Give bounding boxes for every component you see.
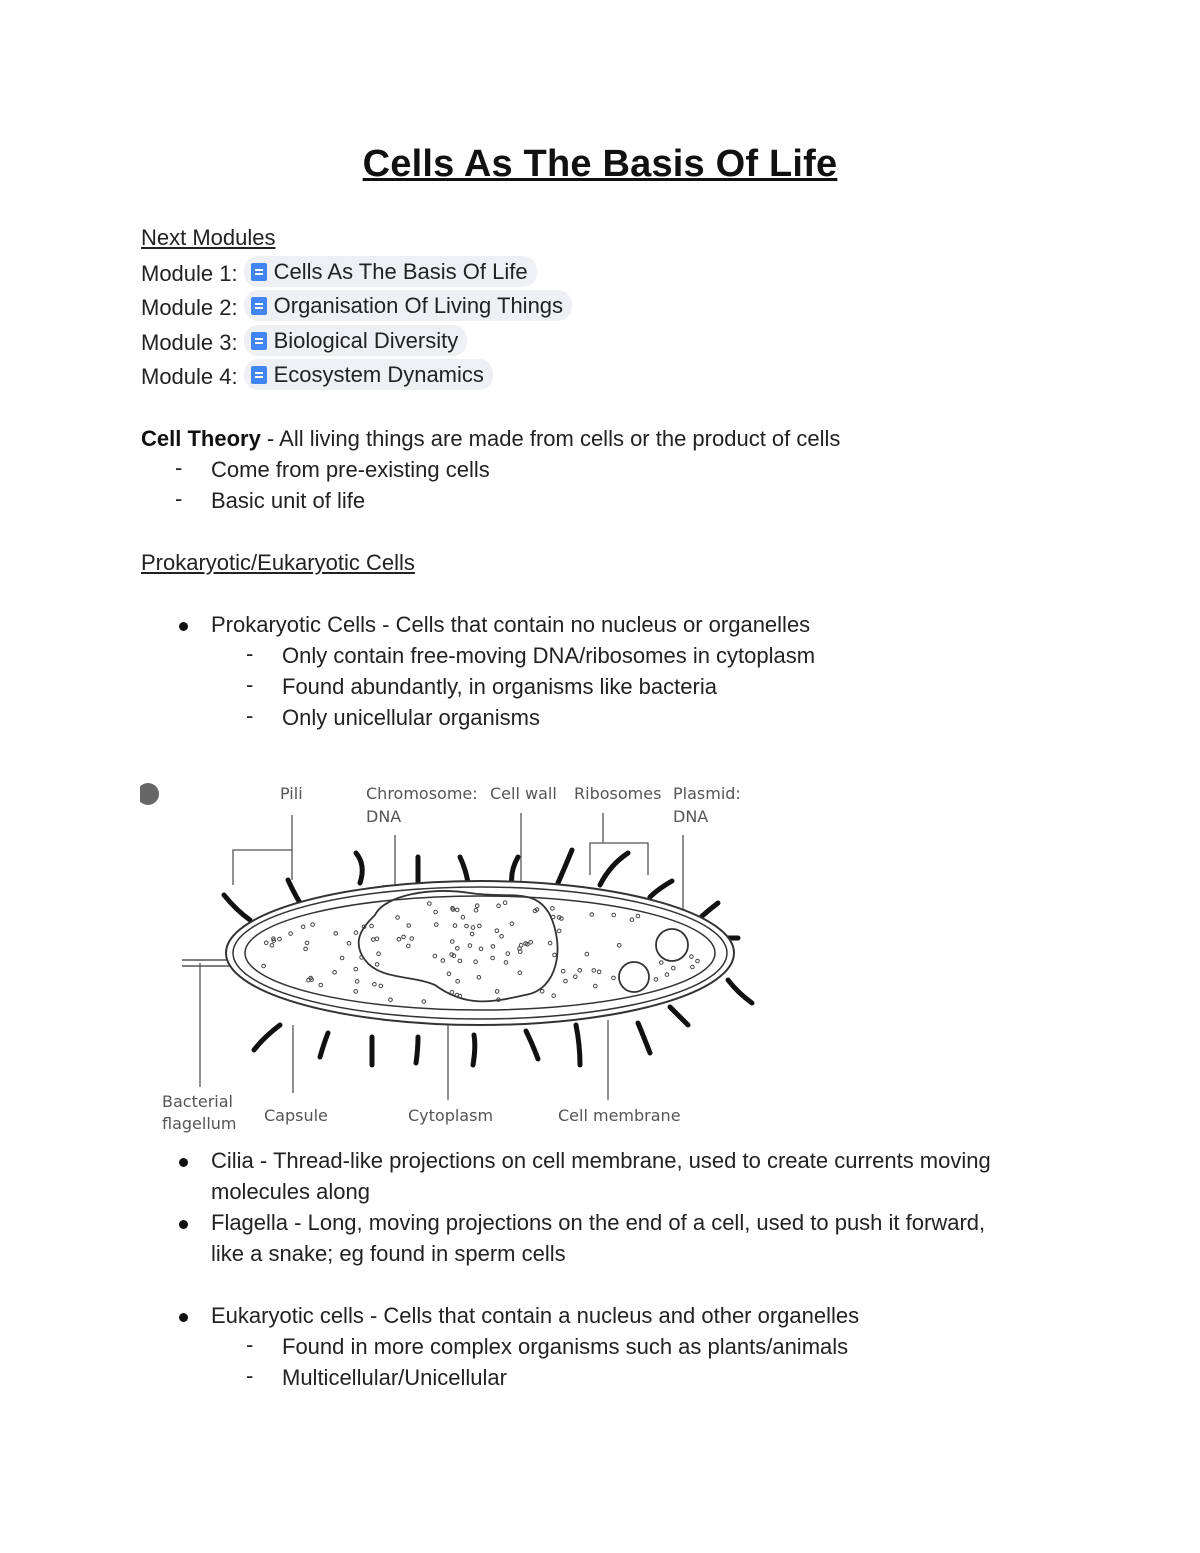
dash-marker: - [175, 455, 183, 480]
module-label: Module 2: [141, 294, 238, 320]
label-ribosomes: Ribosomes [574, 784, 662, 803]
next-modules-heading: Next Modules [141, 225, 276, 250]
prokaryotic-text: Prokaryotic Cells - Cells that contain no nucleus or organelles [211, 612, 811, 637]
module-link-text: Ecosystem Dynamics [273, 361, 484, 387]
module-label: Module 1: [141, 260, 238, 286]
label-pili: Pili [280, 784, 303, 803]
label-chromosome-dna: DNA [366, 807, 402, 826]
bacterial-cell-diagram [140, 775, 770, 1140]
label-capsule: Capsule [264, 1106, 328, 1125]
bullet-marker [179, 1313, 188, 1322]
label-chromosome: Chromosome: [366, 784, 478, 803]
cell-theory-line [141, 424, 840, 454]
cell-theory-point: Come from pre-existing cells [211, 457, 490, 482]
prokaryotic-point: Only contain free-moving DNA/ribosomes in cytoplasm [282, 643, 816, 668]
page-title: Cells As The Basis Of Life [362, 143, 838, 185]
module-link-2[interactable] [244, 290, 572, 321]
eukaryotic-point: Multicellular/Unicellular [282, 1365, 507, 1390]
document-icon [251, 297, 267, 315]
cell-theory-term: Cell Theory [141, 426, 261, 451]
label-flagellum-2: flagellum [162, 1114, 237, 1133]
module-link-text: Biological Diversity [273, 327, 459, 353]
module-link-1[interactable] [244, 256, 537, 287]
cilia-text-1: Cilia - Thread-like projections on cell membrane, used to create currents moving [211, 1148, 991, 1173]
label-cell-wall: Cell wall [490, 784, 557, 803]
eukaryotic-point: Found in more complex organisms such as plants/animals [282, 1334, 849, 1359]
bullet-marker [179, 622, 188, 631]
label-plasmid: Plasmid: [673, 784, 741, 803]
cell-theory-definition: - All living things are made from cells or the product of cells [260, 426, 841, 451]
module-link-3[interactable] [244, 325, 468, 356]
dash-marker: - [246, 641, 254, 666]
eukaryotic-text: Eukaryotic cells - Cells that contain a nucleus and other organelles [211, 1303, 860, 1328]
module-link-4[interactable] [244, 359, 493, 390]
dash-marker: - [246, 672, 254, 697]
module-label: Module 3: [141, 329, 238, 355]
flagella-text-1: Flagella - Long, moving projections on the end of a cell, used to push it forward, [211, 1210, 986, 1235]
prokaryotic-point: Found abundantly, in organisms like bacteria [282, 674, 717, 699]
cilia-text-2: molecules along [211, 1179, 370, 1204]
document-icon [251, 366, 267, 384]
dash-marker: - [175, 486, 183, 511]
module-row-3 [141, 325, 467, 358]
document-icon [251, 263, 267, 281]
label-flagellum-1: Bacterial [162, 1092, 233, 1111]
module-label: Module 4: [141, 363, 238, 389]
module-row-1 [141, 256, 537, 289]
label-cell-membrane: Cell membrane [558, 1106, 681, 1125]
flagella-text-2: like a snake; eg found in sperm cells [211, 1241, 566, 1266]
bullet-marker [179, 1158, 188, 1167]
dash-marker: - [246, 1332, 254, 1357]
module-link-text: Cells As The Basis Of Life [273, 258, 528, 284]
pro-euk-heading: Prokaryotic/Eukaryotic Cells [141, 550, 415, 575]
module-link-text: Organisation Of Living Things [273, 292, 564, 318]
document-icon [251, 332, 267, 350]
bullet-marker [179, 1220, 188, 1229]
label-cytoplasm: Cytoplasm [408, 1106, 494, 1125]
dash-marker: - [246, 703, 254, 728]
cell-theory-point: Basic unit of life [211, 488, 366, 513]
module-row-2 [141, 290, 572, 323]
prokaryotic-point: Only unicellular organisms [282, 705, 540, 730]
figure-badge-icon [140, 783, 159, 805]
dash-marker: - [246, 1363, 254, 1388]
label-plasmid-dna: DNA [673, 807, 709, 826]
module-row-4 [141, 359, 493, 392]
